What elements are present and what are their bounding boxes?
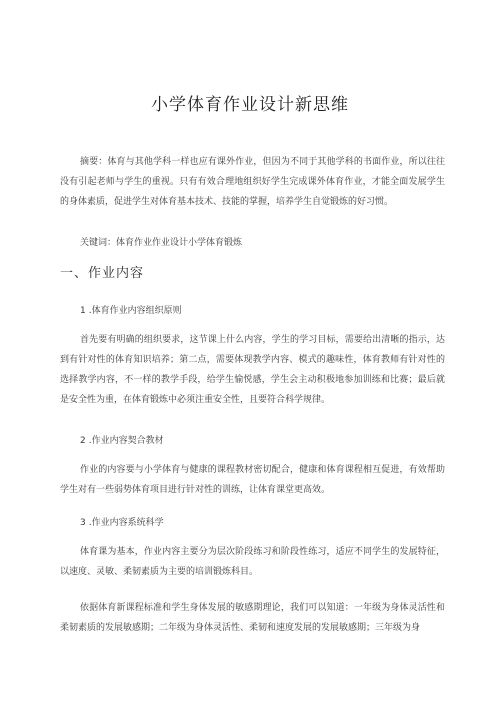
subsection-number: 2 — [80, 436, 86, 446]
subsection-number: 1 — [80, 306, 86, 316]
subsection-title: .体育作业内容组织原则 — [88, 306, 182, 316]
subsection-number: 3 — [80, 518, 86, 528]
subsection-heading-3 — [80, 515, 164, 528]
keywords-paragraph: 关键词：体育作业作业设计小学体育锻炼 — [80, 238, 243, 248]
body-paragraph: 体育课为基本，作业内容主要分为层次阶段练习和阶段性练习，适应不同学生的发展特征，以速度、灵敏、柔韧素质为主要的培训锻炼科目。 — [60, 547, 445, 577]
body-paragraph: 依据体育新课程标准和学生身体发展的敏感期理论，我们可以知道：一年级为身体灵活性和柔韧素质的发展敏感期；二年级为身体灵活性、柔韧和速度发展的发展敏感期；三年级为身 — [60, 603, 445, 633]
subsection-heading-1 — [80, 303, 182, 316]
document-title: 小学体育作业设计新思维 — [151, 95, 349, 115]
subsection-title: .作业内容系统科学 — [88, 518, 164, 528]
subsection-title: .作业内容契合教材 — [88, 436, 164, 446]
abstract-paragraph: 摘要：体育与其他学科一样也应有课外作业，但因为不同于其他学科的书面作业，所以往往没有引起老师与学生的重视。只有有效合理地组织好学生完成课外体育作业，才能全面发展学生的身体素质，促进学生对体育基本技术、技能的掌握，培养学生自觉锻炼的好习惯。 — [60, 157, 445, 207]
section-heading: 一、作业内容 — [60, 266, 145, 281]
body-paragraph: 首先要有明确的组织要求，这节课上什么内容，学生的学习目标，需要给出清晰的指示，达到有针对性的体育知识培养；第二点，需要体现教学内容、模式的趣味性，体育教师有针对性的选择教学内容，不一样的教学手段，给学生愉悦感，学生会主动积极地参加训练和比赛；最后就是安全性为重，在体育锻炼中必须注重安全性，且要符合科学规律。 — [60, 335, 445, 405]
body-paragraph: 作业的内容要与小学体育与健康的课程教材密切配合，健康和体育课程相互促进，有效帮助学生对有一些弱势体育项目进行针对性的训练，让体育课堂更高效。 — [60, 465, 445, 495]
subsection-heading-2 — [80, 433, 164, 446]
